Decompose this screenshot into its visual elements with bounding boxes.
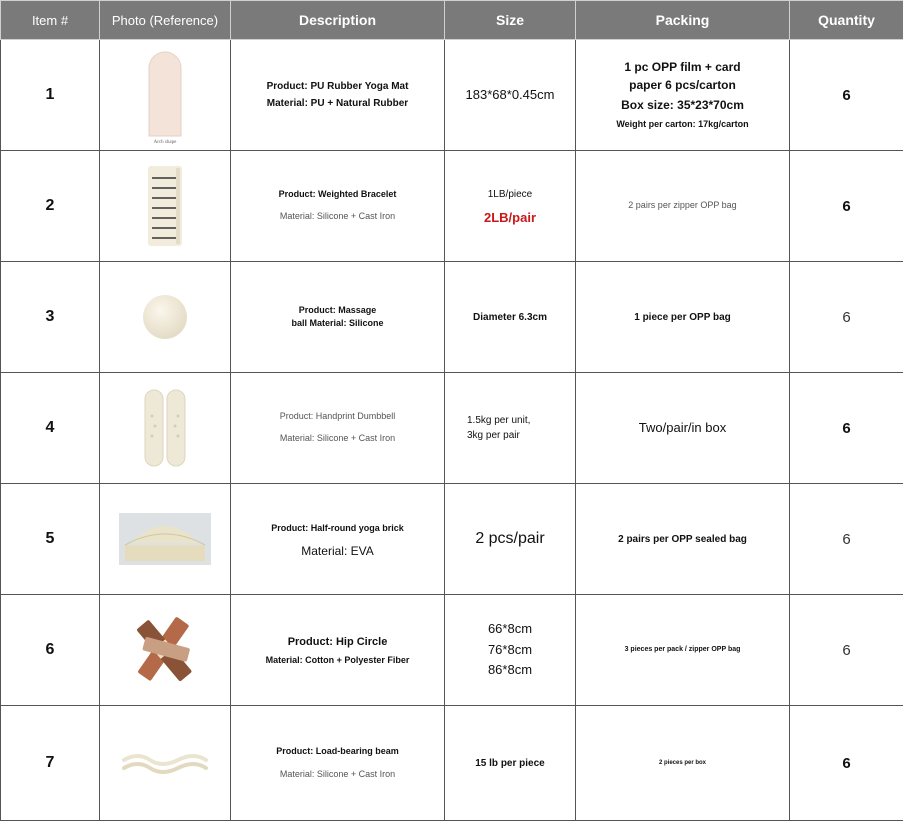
item-number: 6: [1, 595, 100, 706]
size-value: 2 pcs/pair: [475, 530, 545, 548]
header-size: Size: [445, 1, 576, 40]
photo-caption: Arch shape: [153, 139, 177, 145]
description-material: Material: Silicone + Cast Iron: [279, 769, 396, 779]
description-cell: [231, 40, 445, 151]
quantity-value: 6: [790, 151, 903, 262]
description-product: Product: Half-round yoga brick: [271, 523, 404, 534]
header-description: Description: [231, 1, 445, 40]
photo-cell: [100, 373, 231, 484]
description-product: Product: PU Rubber Yoga Mat: [266, 81, 409, 92]
packing-line: paper 6 pcs/carton: [629, 77, 736, 92]
table-row: [1, 262, 903, 373]
packing-weight: Weight per carton: 17kg/carton: [616, 118, 749, 129]
size-value: 1.5kg per unit,: [467, 415, 531, 426]
item-number: 7: [1, 706, 100, 821]
packing-line: 2 pairs per zipper OPP bag: [628, 200, 737, 211]
table-row: [1, 40, 903, 151]
item-number: 3: [1, 262, 100, 373]
quantity-value: 6: [790, 595, 903, 706]
packing-cell: [576, 151, 790, 262]
photo-cell: [100, 595, 231, 706]
description-material: Material: Cotton + Polyester Fiber: [265, 655, 410, 666]
size-value-highlight: 2LB/pair: [483, 209, 536, 225]
load-bearing-beam-icon: [120, 748, 210, 778]
size-value: 183*68*0.45cm: [465, 86, 555, 102]
item-number: 1: [1, 40, 100, 151]
photo-cell: [100, 262, 231, 373]
description-product: Product: Handprint Dumbbell: [279, 411, 396, 422]
packing-line: 1 pc OPP film + card: [624, 59, 741, 74]
packing-line: 2 pieces per box: [658, 759, 707, 766]
description-product: Product: Massage: [298, 304, 377, 315]
header-quantity: Quantity: [790, 1, 903, 40]
header-item: Item #: [1, 1, 100, 40]
description-product: Product: Weighted Bracelet: [278, 189, 397, 200]
size-value: 15 lb per piece: [475, 757, 545, 769]
yoga-brick-icon: [119, 513, 211, 565]
packing-cell: [576, 706, 790, 821]
item-number: 5: [1, 484, 100, 595]
packing-line: 1 piece per OPP bag: [634, 311, 731, 323]
item-number: 2: [1, 151, 100, 262]
description-product: Product: Hip Circle: [287, 636, 388, 649]
packing-cell: [576, 40, 790, 151]
photo-cell: [100, 706, 231, 821]
description-cell: [231, 595, 445, 706]
description-cell: [231, 151, 445, 262]
packing-cell: [576, 373, 790, 484]
description-material: Material: Silicone + Cast Iron: [279, 433, 396, 443]
size-cell: [445, 484, 576, 595]
size-value: 3kg per pair: [467, 430, 520, 441]
header-row: [1, 1, 903, 40]
packing-line: 2 pairs per OPP sealed bag: [618, 533, 747, 545]
quantity-value: 6: [790, 484, 903, 595]
table-row: [1, 373, 903, 484]
packing-cell: [576, 484, 790, 595]
description-material: Material: PU + Natural Rubber: [266, 98, 409, 109]
header-packing: Packing: [576, 1, 790, 40]
description-cell: [231, 484, 445, 595]
size-value: Diameter 6.3cm: [473, 311, 547, 323]
size-value: 86*8cm: [487, 662, 533, 678]
header-photo: Photo (Reference): [100, 1, 231, 40]
size-cell: [445, 151, 576, 262]
packing-box-size: Box size: 35*23*70cm: [621, 97, 744, 112]
description-material: Material: EVA: [301, 543, 374, 558]
table-row: [1, 595, 903, 706]
quantity-value: 6: [790, 706, 903, 821]
photo-cell: [100, 484, 231, 595]
photo-cell: [100, 40, 231, 151]
description-material: ball Material: Silicone: [291, 318, 384, 328]
description-product: Product: Load-bearing beam: [276, 745, 399, 756]
description-cell: [231, 262, 445, 373]
packing-line: Two/pair/in box: [638, 419, 727, 435]
description-cell: [231, 373, 445, 484]
photo-cell: [100, 151, 231, 262]
table-row: [1, 484, 903, 595]
size-cell: [445, 706, 576, 821]
quantity-value: 6: [790, 262, 903, 373]
size-cell: [445, 373, 576, 484]
size-cell: [445, 595, 576, 706]
packing-line: 3 pieces per pack / zipper OPP bag: [624, 646, 741, 654]
size-value: 1LB/piece: [487, 188, 533, 200]
yoga-mat-icon: [140, 46, 190, 146]
massage-ball-icon: [140, 292, 190, 342]
size-value: 76*8cm: [487, 641, 533, 657]
quantity-value: 6: [790, 40, 903, 151]
description-cell: [231, 706, 445, 821]
packing-cell: [576, 595, 790, 706]
hip-circle-icon: [125, 614, 205, 686]
description-material: Material: Silicone + Cast Iron: [279, 211, 396, 221]
weighted-bracelet-icon: [140, 164, 190, 248]
packing-cell: [576, 262, 790, 373]
quantity-value: 6: [790, 373, 903, 484]
size-value: 66*8cm: [487, 620, 533, 636]
size-cell: [445, 40, 576, 151]
dumbbell-icon: [135, 386, 195, 470]
item-number: 4: [1, 373, 100, 484]
table-row: [1, 151, 903, 262]
table-row: [1, 706, 903, 821]
size-cell: [445, 262, 576, 373]
